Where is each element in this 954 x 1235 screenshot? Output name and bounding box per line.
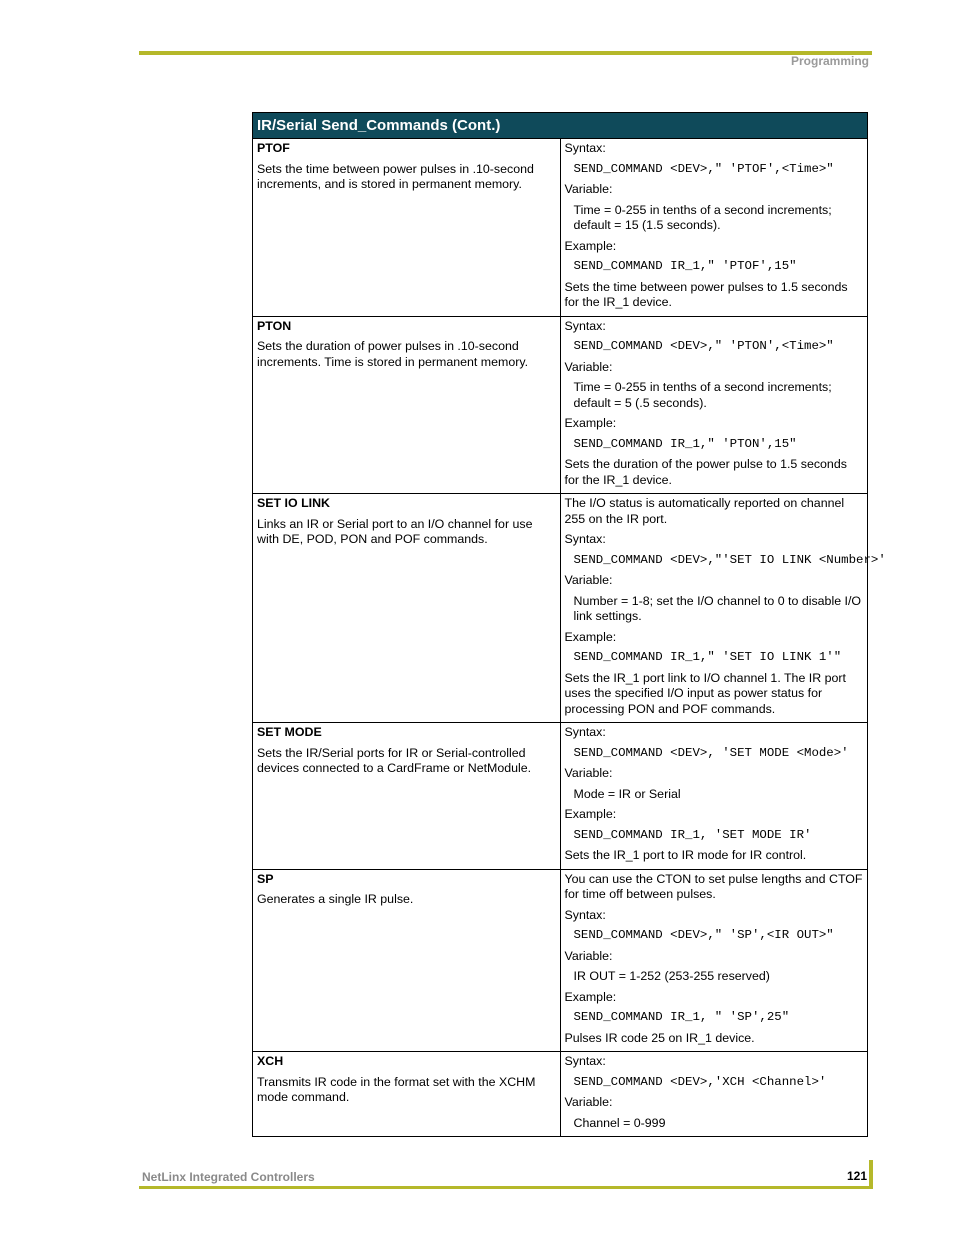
detail-text: Variable: — [564, 766, 613, 780]
command-description: Sets the time between power pulses in .10-second increments, and is stored in permanent memory. — [257, 161, 534, 191]
command-details-cell — [560, 1052, 868, 1137]
command-details-cell — [560, 869, 868, 1052]
code-line: SEND_COMMAND <DEV>," 'SP',<IR OUT>" — [573, 928, 834, 942]
command-description: Sets the IR/Serial ports for IR or Serial-controlled devices connected to a CardFrame or NetModule. — [257, 745, 532, 775]
detail-text: Variable: — [564, 1095, 613, 1109]
header-rule — [139, 51, 872, 55]
detail-text: Sets the time between power pulses to 1.5 seconds for the IR_1 device. — [564, 279, 848, 309]
table-row — [253, 316, 868, 494]
command-details-cell — [560, 139, 868, 317]
detail-text: Example: — [564, 238, 617, 253]
code-line: SEND_COMMAND <DEV>," 'PTON',<Time>" — [573, 339, 834, 353]
variable-line: Mode = IR or Serial — [573, 786, 681, 801]
command-name: SET IO LINK — [257, 496, 330, 510]
command-details-cell — [560, 723, 868, 870]
command-description: Generates a single IR pulse. — [257, 892, 414, 906]
code-line: SEND_COMMAND IR_1," 'PTON',15" — [573, 436, 797, 451]
command-name: XCH — [257, 1054, 284, 1068]
command-description: Transmits IR code in the format set with the XCHM mode command. — [257, 1074, 536, 1104]
code-line: SEND_COMMAND <DEV>, 'SET MODE <Mode>' — [573, 745, 849, 760]
commands-table — [252, 112, 886, 1137]
command-name: PTOF — [257, 141, 290, 155]
command-name: SET MODE — [257, 725, 322, 739]
table-row — [253, 494, 868, 723]
command-cell — [253, 869, 561, 1052]
detail-text: Syntax: — [564, 1054, 606, 1068]
code-line: SEND_COMMAND <DEV>," 'PTOF',<Time>" — [573, 161, 834, 176]
variable-line: IR OUT = 1-252 (253-255 reserved) — [573, 969, 770, 983]
table-row — [253, 139, 868, 317]
variable-line: Time = 0-255 in tenths of a second increments; default = 5 (.5 seconds). — [573, 380, 832, 410]
table-row — [253, 869, 868, 1052]
table-row — [253, 723, 868, 870]
table-header-row — [253, 113, 868, 139]
detail-text: Syntax: — [564, 907, 606, 922]
code-line: SEND_COMMAND IR_1," 'PTOF',15" — [573, 259, 797, 273]
detail-text: Example: — [564, 416, 617, 430]
command-cell — [253, 1052, 561, 1137]
variable-line: Channel = 0-999 — [573, 1115, 666, 1130]
command-cell — [253, 316, 561, 494]
command-cell — [253, 494, 561, 723]
detail-text: Syntax: — [564, 141, 606, 155]
detail-text: The I/O status is automatically reported on channel 255 on the IR port. — [564, 496, 845, 526]
detail-text: Variable: — [564, 182, 613, 196]
detail-text: Syntax: — [564, 532, 606, 546]
footer-title: NetLinx Integrated Controllers — [142, 1170, 315, 1184]
command-details-cell — [560, 316, 868, 494]
table-body — [253, 139, 886, 1137]
command-cell — [253, 723, 561, 870]
detail-text: You can use the CTON to set pulse lengths and CTOF for time off between pulses. — [564, 871, 863, 901]
code-line: SEND_COMMAND <DEV>,"'SET IO LINK <Number>' — [573, 552, 886, 567]
detail-text: Syntax: — [564, 318, 606, 333]
command-details-cell — [560, 494, 886, 723]
detail-text: Sets the duration of the power pulse to 1.5 seconds for the IR_1 device. — [564, 457, 847, 487]
detail-text: Variable: — [564, 359, 613, 374]
command-description: Links an IR or Serial port to an I/O channel for use with DE, POD, PON and POF commands. — [257, 516, 533, 546]
detail-text: Sets the IR_1 port to IR mode for IR control. — [564, 848, 807, 862]
command-name: PTON — [257, 318, 292, 333]
detail-text: Variable: — [564, 948, 613, 963]
detail-text: Example: — [564, 629, 617, 644]
variable-line: Time = 0-255 in tenths of a second increments; default = 15 (1.5 seconds). — [573, 202, 832, 232]
command-name: SP — [257, 871, 274, 886]
detail-text: Sets the IR_1 port link to I/O channel 1. The IR port uses the specified I/O input as power status for processing PON and POF commands. — [564, 670, 846, 716]
code-line: SEND_COMMAND <DEV>,'XCH <Channel>' — [573, 1074, 827, 1089]
variable-line: Number = 1-8; set the I/O channel to 0 to disable I/O link settings. — [573, 593, 862, 623]
table-title: IR/Serial Send_Commands (Cont.) — [253, 113, 868, 139]
page-number: 121 — [846, 1169, 867, 1183]
code-line: SEND_COMMAND IR_1, 'SET MODE IR' — [573, 827, 812, 842]
detail-text: Example: — [564, 989, 617, 1004]
detail-text: Pulses IR code 25 on IR_1 device. — [564, 1030, 755, 1045]
detail-text: Syntax: — [564, 725, 606, 739]
command-cell — [253, 139, 561, 317]
code-line: SEND_COMMAND IR_1, " 'SP',25" — [573, 1010, 790, 1024]
footer-accent — [869, 1160, 873, 1189]
detail-text: Example: — [564, 807, 617, 821]
footer-rule — [139, 1186, 872, 1189]
code-line: SEND_COMMAND IR_1," 'SET IO LINK 1'" — [573, 650, 842, 664]
command-description: Sets the duration of power pulses in .10-second increments. Time is stored in permanent memory. — [257, 339, 529, 369]
detail-text: Variable: — [564, 573, 613, 587]
table-row — [253, 1052, 868, 1137]
section-label: Programming — [790, 54, 869, 68]
